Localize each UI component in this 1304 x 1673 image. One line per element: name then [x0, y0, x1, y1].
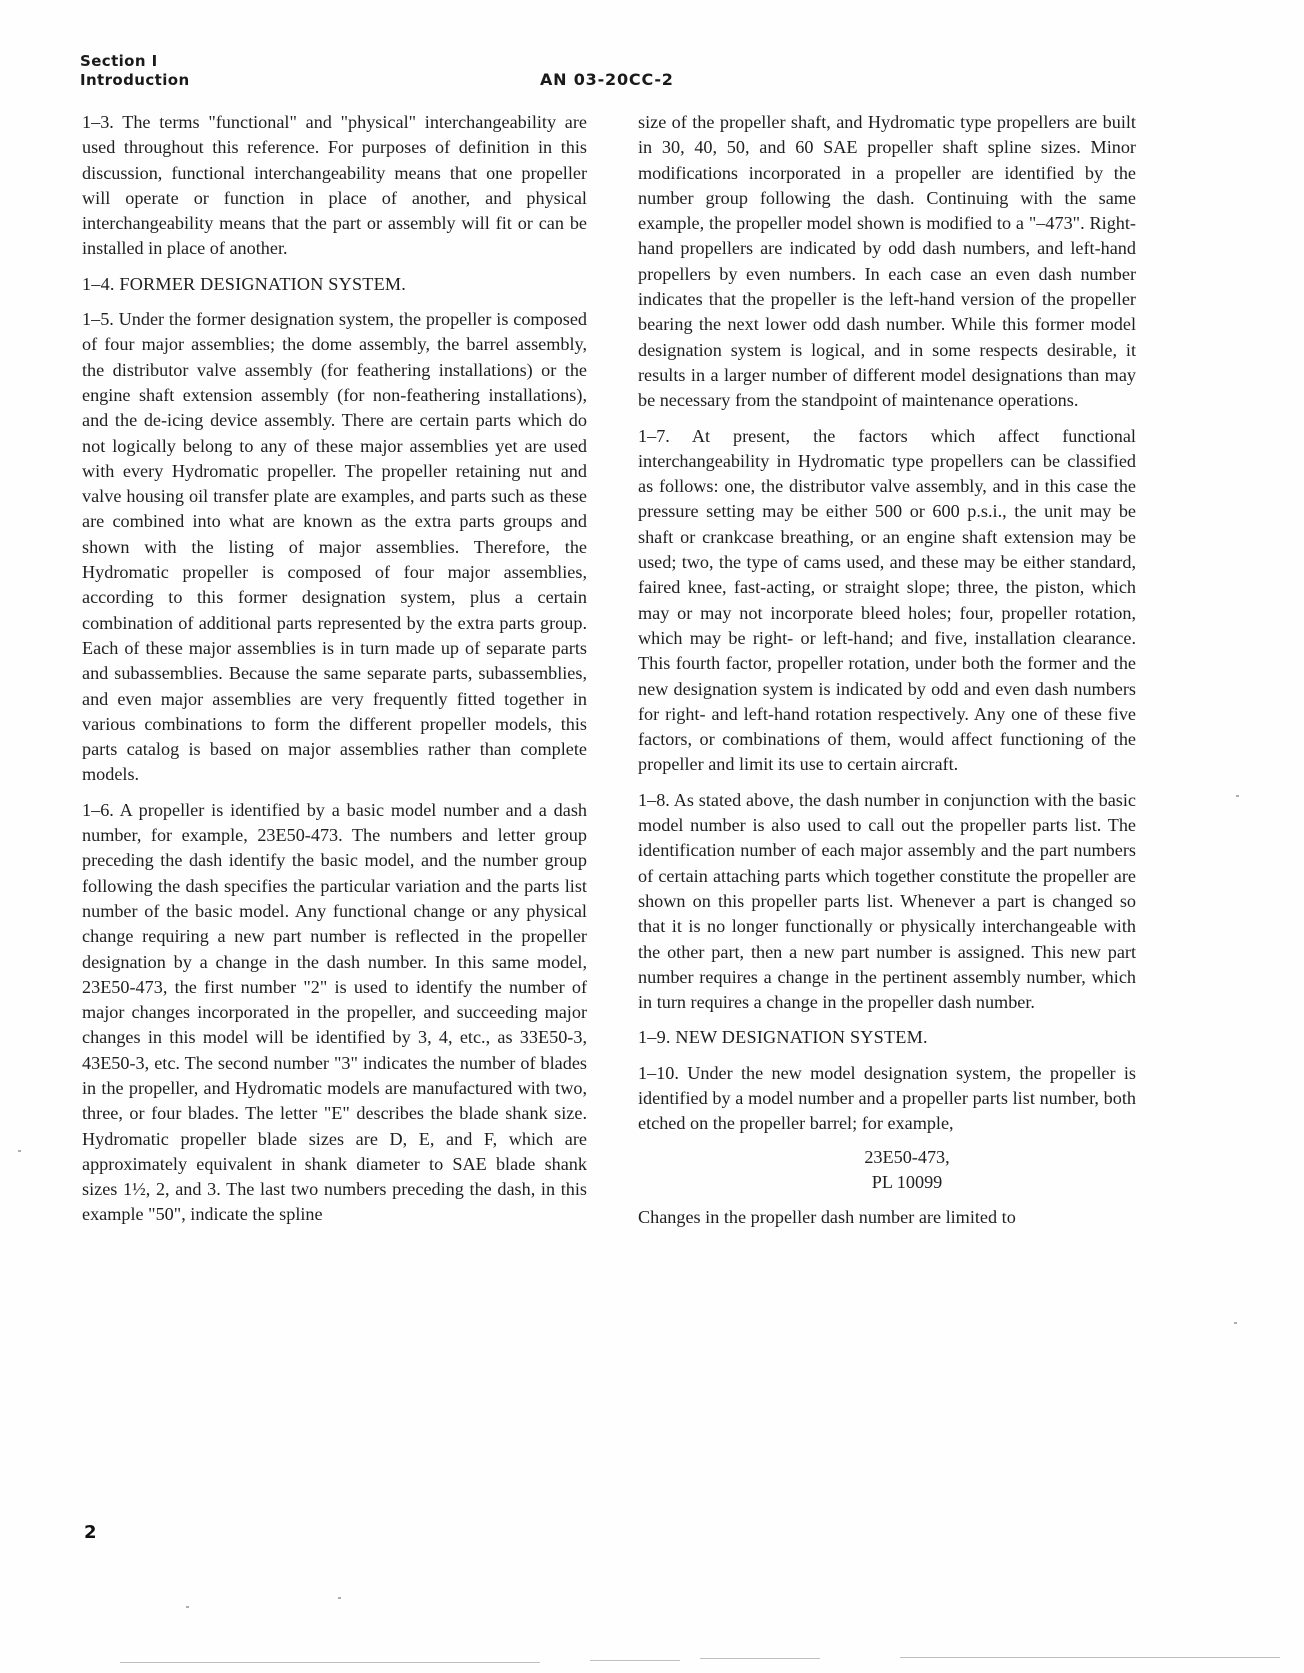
- page-number: 2: [84, 1522, 97, 1543]
- paragraph-1-6: 1–6. A propeller is identified by a basic model number and a dash number, for example, 23E50-473. The numbers and letter group preceding the dash identify the basic model, and the number group following the dash specifies the particular variation and the parts list number of the basic model. Any functional change or any physical change requiring a new part number is reflected in the propeller designation by a change in the dash number. In this same model, 23E50-473, the first number "2" is used to identify the number of major changes incorporated in the propeller, and succeeding major changes in this model will be identified by 3, 4, etc., as 33E50-3, 43E50-3, etc. The second number "3" indicates the number of blades in the propeller, and Hydromatic models are manufactured with two, three, or four blades. The letter "E" describes the blade shank size. Hydromatic propeller blade sizes are D, E, and F, which are approximately equivalent in shank diameter to SAE blade shank sizes 1½, 2, and 3. The last two numbers preceding the dash, in this example "50", indicate the spline: [82, 799, 587, 1225]
- paragraph-1-10: 1–10. Under the new model designation system, the propeller is identified by a model number and a propeller parts list number, both etched on the propeller barrel; for example,: [638, 1062, 1136, 1134]
- document-number: AN 03-20CC-2: [540, 70, 674, 89]
- paragraph-1-3: 1–3. The terms "functional" and "physical" interchangeability are used throughout this reference. For purposes of definition in this discussion, functional interchangeability means that one propeller will operate or function in place of another, and physical interchangeability means that the part or assembly will fit or can be installed in place of another.: [82, 112, 587, 259]
- scan-artifact: [186, 1606, 189, 1608]
- paragraph-changes: Changes in the propeller dash number are limited to: [638, 1206, 1016, 1227]
- paragraph-1-6-continued: size of the propeller shaft, and Hydromatic type propellers are built in 30, 40, 50, and 60 SAE propeller shaft spline sizes. Minor modifications incorporated in a propeller are identified by the number group following the dash. Continuing with the same example, the propeller model shown is modified to a "–473". Right-hand propellers are indicated by odd dash numbers, and left-hand propellers by even numbers. In each case an even dash number indicates that the propeller is the left-hand version of the propeller bearing the next lower odd dash number. While this former model designation system is logical, and in some respects desirable, it results in a larger number of different model designations than may be necessary from the standpoint of maintenance operations.: [638, 112, 1136, 411]
- heading-1-4: 1–4. FORMER DESIGNATION SYSTEM.: [82, 273, 407, 294]
- heading-1-9: 1–9. NEW DESIGNATION SYSTEM.: [638, 1027, 928, 1048]
- paragraph-1-5: 1–5. Under the former designation system, the propeller is composed of four major assemblies; the dome assembly, the barrel assembly, the distributor valve assembly (for feathering installations) or the engine shaft extension assembly (for non-feathering installations), and the de-icing device assembly. There are certain parts which do not logically belong to any of these major assemblies yet are used with every Hydromatic propeller. The propeller retaining nut and valve housing oil transfer plate are examples, and parts such as these are combined into what are known as the extra parts groups and shown with the listing of major assemblies. Therefore, the Hydromatic propeller is composed of four major assemblies, according to this former designation system, plus a certain combination of additional parts represented by the extra parts group. Each of these major assemblies is in turn made up of separate parts and subassemblies. Because the same separate parts, subassemblies, and even major assemblies are very frequently fitted together in various combinations to form the different propeller models, this parts catalog is based on major assemblies rather than complete models.: [82, 309, 587, 785]
- scan-artifact: [1236, 795, 1239, 797]
- chapter-label: Introduction: [80, 71, 190, 89]
- right-column: [638, 110, 1136, 1240]
- scan-artifact: [120, 1662, 540, 1663]
- example-parts-list-number: PL 10099: [871, 1171, 943, 1192]
- paragraph-1-8: 1–8. As stated above, the dash number in conjunction with the basic model number is also used to call out the propeller parts list. The identification number of each major assembly and the part numbers of certain attaching parts which together constitute the propeller are shown on this propeller parts list. Whenever a part is changed so that it is no longer functionally or physically interchangeable with the other part, then a new part number is assigned. This new part number requires a change in the pertinent assembly number, which in turn requires a change in the propeller dash number.: [638, 789, 1136, 1013]
- scan-artifact: [900, 1657, 1280, 1658]
- scan-artifact: [18, 1150, 21, 1152]
- left-column: [82, 110, 587, 1238]
- section-label: Section I: [80, 52, 158, 70]
- section-header: [80, 52, 190, 90]
- paragraph-1-7: 1–7. At present, the factors which affect functional interchangeability in Hydromatic type propellers can be classified as follows: one, the distributor valve assembly, and in this case the pressure setting may be either 500 or 600 p.s.i., the unit may be shaft or crankcase breathing, or an engine shaft extension may be used; two, the type of cams used, and these may be either standard, faired knee, fast-acting, or straight slope; three, the piston, which may or may not incorporate bleed holes; four, propeller rotation, which may be right- or left-hand; and five, installation clearance. This fourth factor, propeller rotation, under both the former and the new designation system is indicated by odd and even dash numbers for right- and left-hand rotation respectively. Any one of these five factors, or combinations of them, would affect functioning of the propeller and limit its use to certain aircraft.: [638, 425, 1136, 775]
- scan-artifact: [700, 1658, 820, 1659]
- scan-artifact: [338, 1597, 341, 1599]
- model-example: [638, 1145, 1136, 1195]
- example-model-number: 23E50-473,: [864, 1146, 950, 1167]
- scan-artifact: [1234, 1322, 1237, 1324]
- scan-artifact: [590, 1660, 680, 1661]
